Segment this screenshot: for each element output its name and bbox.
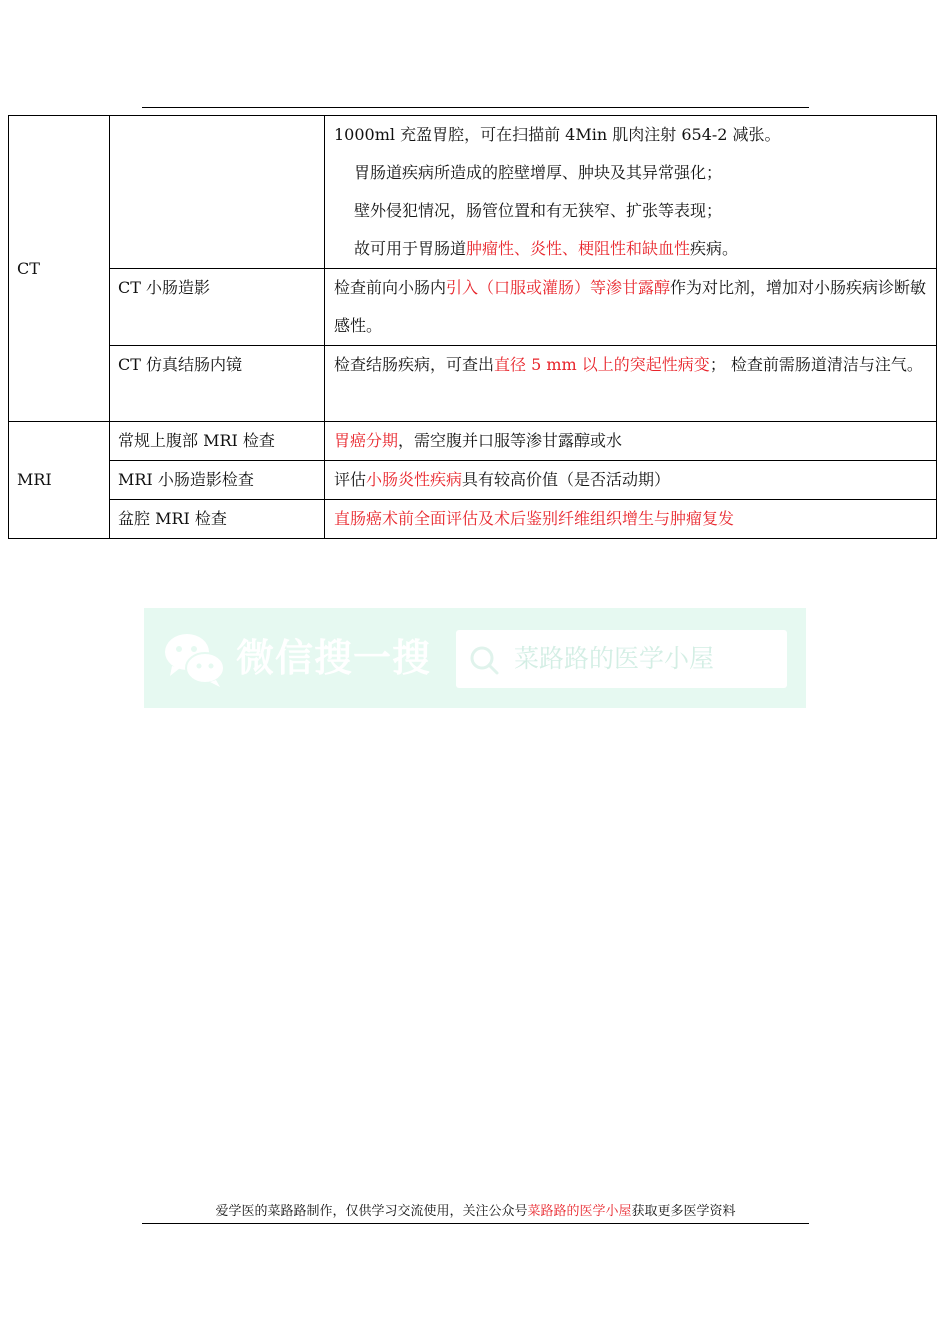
wechat-search-banner[interactable] (144, 608, 806, 708)
banner-title: 微信搜一搜 (236, 636, 432, 680)
table-row (9, 500, 937, 539)
text-segment: 评估 (334, 470, 367, 489)
method-cell (110, 500, 325, 539)
highlight-text: 胃癌分期 (334, 431, 399, 450)
description-cell (325, 116, 937, 269)
imaging-table (8, 115, 937, 539)
method-cell (110, 346, 325, 422)
method-cell (110, 422, 325, 461)
method-cell (110, 461, 325, 500)
highlight-text: 肿瘤性、炎性、梗阻性和缺血性 (466, 239, 691, 258)
category-label: CT (17, 258, 40, 278)
table-row (9, 116, 937, 269)
text-segment: 故可用于胃肠道 (354, 239, 467, 258)
method-label: CT 仿真结肠内镜 (118, 355, 243, 374)
search-text: 菜路路的医学小屋 (514, 644, 715, 673)
table-row (9, 422, 937, 461)
category-cell-ct (9, 116, 110, 422)
table-row (9, 269, 937, 346)
text-segment: 检查前向小肠内 (334, 278, 447, 297)
highlight-text: 小肠炎性疾病 (366, 470, 463, 489)
text-segment: 检查结肠疾病，可查出 (334, 355, 495, 374)
footer-account-name: 菜路路的医学小屋 (527, 1204, 632, 1219)
text-segment: 疾病。 (690, 239, 739, 258)
method-cell (110, 116, 325, 269)
footer-rule (142, 1223, 809, 1224)
description-cell (325, 461, 937, 500)
highlight-text: 直径 5 mm 以上的突起性病变 (494, 355, 710, 374)
search-box[interactable] (456, 630, 787, 688)
text-segment: 获取更多医学资料 (631, 1204, 736, 1219)
table-row (9, 461, 937, 500)
text-segment: 作为对比剂，增加对小肠疾病诊断敏感性。 (334, 278, 927, 335)
category-cell-mri (9, 422, 110, 539)
method-label: CT 小肠造影 (118, 278, 211, 297)
method-label: 盆腔 MRI 检查 (118, 509, 227, 528)
search-icon (468, 644, 500, 676)
text-segment: ； 检查前需肠道清洁与注气。 (709, 355, 923, 374)
category-label: MRI (17, 470, 52, 489)
method-label: MRI 小肠造影检查 (118, 470, 254, 489)
text-segment: 具有较高价值（是否活动期） (462, 470, 671, 489)
description-cell (325, 422, 937, 461)
description-line: 壁外侵犯情况，肠管位置和有无狭窄、扩张等表现； (354, 201, 723, 220)
description-line (334, 230, 928, 268)
highlight-text: 直肠癌术前全面评估及术后鉴别纤维组织增生与肿瘤复发 (334, 509, 735, 528)
wechat-logo-icon (162, 630, 226, 688)
description-cell (325, 500, 937, 539)
table-row (9, 346, 937, 422)
header-rule (142, 107, 809, 108)
text-segment: 爱学医的菜路路制作，仅供学习交流使用，关注公众号 (215, 1204, 528, 1219)
description-cell (325, 346, 937, 422)
description-line: 1000ml 充盈胃腔，可在扫描前 4Min 肌肉注射 654-2 减张。 (334, 125, 781, 144)
description-line: 胃肠道疾病所造成的腔壁增厚、肿块及其异常强化； (354, 163, 723, 182)
description-cell (325, 269, 937, 346)
method-cell (110, 269, 325, 346)
footer-text (142, 1204, 809, 1220)
highlight-text: 引入（口服或灌肠）等渗甘露醇 (446, 278, 671, 297)
text-segment: ，需空腹并口服等渗甘露醇或水 (398, 431, 623, 450)
method-label: 常规上腹部 MRI 检查 (118, 431, 275, 450)
